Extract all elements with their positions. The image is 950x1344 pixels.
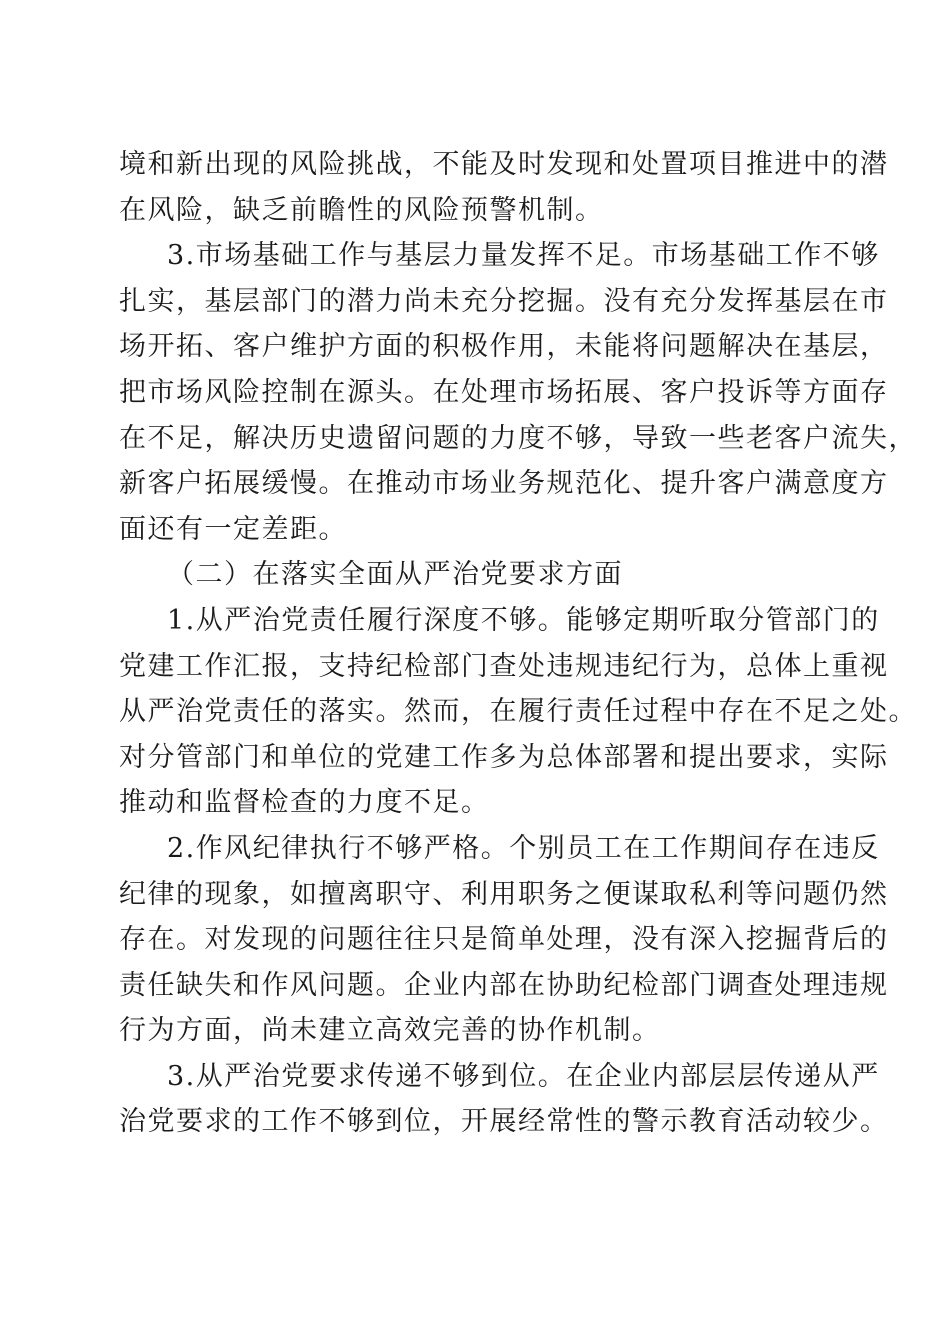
- text-line: 场开拓、客户维护方面的积极作用，未能将问题解决在基层，: [119, 331, 889, 363]
- text-line: 存在。对发现的问题往往只是简单处理，没有深入挖掘背后的: [119, 924, 889, 956]
- text-line: 纪律的现象，如擅离职守、利用职务之便谋取私利等问题仍然: [119, 878, 889, 910]
- text-line: 1.从严治党责任履行深度不够。能够定期听取分管部门的: [167, 604, 880, 636]
- text-line: 2.作风纪律执行不够严格。个别员工在工作期间存在违反: [167, 832, 880, 864]
- text-line: 治党要求的工作不够到位，开展经常性的警示教育活动较少。: [119, 1106, 889, 1138]
- text-line: 3.市场基础工作与基层力量发挥不足。市场基础工作不够: [167, 240, 880, 272]
- text-line: 把市场风险控制在源头。在处理市场拓展、客户投诉等方面存: [119, 376, 889, 408]
- text-line: 在风险，缺乏前瞻性的风险预警机制。: [119, 194, 604, 226]
- section-heading: （二）在落实全面从严治党要求方面: [167, 559, 623, 591]
- text-line: 境和新出现的风险挑战，不能及时发现和处置项目推进中的潜: [119, 149, 889, 180]
- text-line: 3.从严治党要求传递不够到位。在企业内部层层传递从严: [167, 1060, 880, 1092]
- text-line: 责任缺失和作风问题。企业内部在协助纪检部门调查处理违规: [119, 969, 889, 1001]
- text-line: 对分管部门和单位的党建工作多为总体部署和提出要求，实际: [119, 741, 889, 773]
- text-line: 行为方面，尚未建立高效完善的协作机制。: [119, 1015, 661, 1047]
- text-line: 新客户拓展缓慢。在推动市场业务规范化、提升客户满意度方: [119, 468, 889, 500]
- text-line: 在不足，解决历史遗留问题的力度不够，导致一些老客户流失，: [119, 422, 917, 454]
- text-line: 推动和监督检查的力度不足。: [119, 787, 490, 819]
- text-line: 面还有一定差距。: [119, 513, 347, 545]
- text-line: 扎实，基层部门的潜力尚未充分挖掘。没有充分发挥基层在市: [119, 285, 889, 317]
- text-line: 从严治党责任的落实。然而，在履行责任过程中存在不足之处。: [119, 696, 917, 728]
- document-body: [119, 142, 917, 1145]
- text-line: 党建工作汇报，支持纪检部门查处违规违纪行为，总体上重视: [119, 650, 889, 682]
